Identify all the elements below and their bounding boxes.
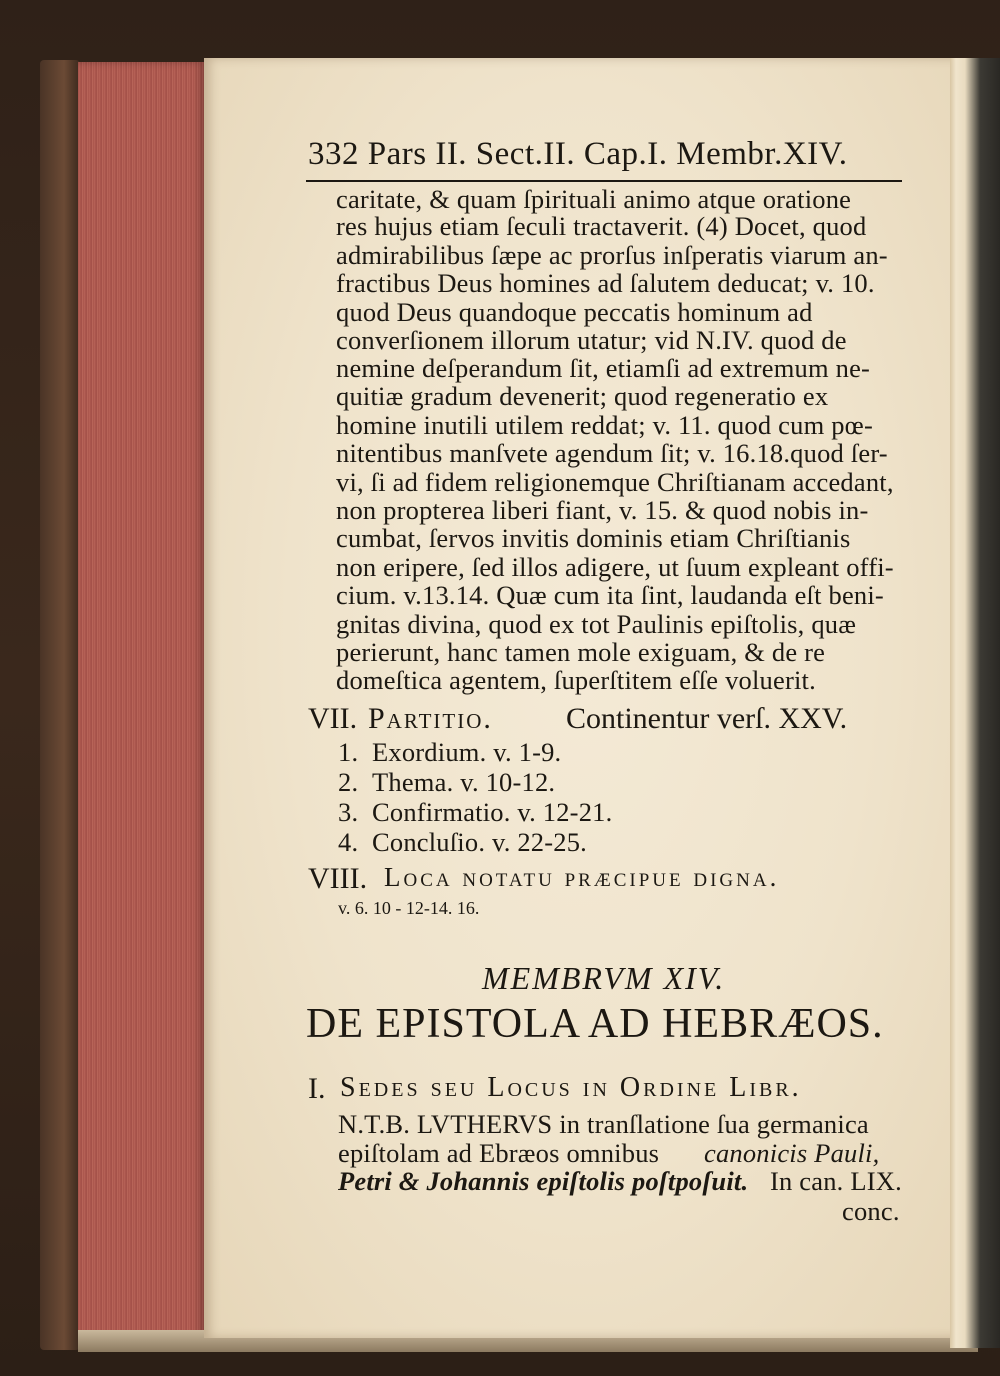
- paragraph-line: quitiæ gradum devenerit; quod regeneratio ex: [336, 381, 829, 411]
- section-viii-numeral: VIII.: [308, 862, 368, 895]
- paragraph-line: nemine deſperandum ſit, etiamſi ad extremum ne-: [336, 353, 871, 383]
- section-vii-numeral: VII.: [308, 702, 358, 735]
- section-i-tail: In can. LIX.: [770, 1166, 902, 1196]
- paragraph-line: quod Deus quandoque peccatis hominum ad: [336, 297, 813, 327]
- section-vii-title: Partitio.: [368, 702, 493, 735]
- membrum-heading: DE EPISTOLA AD HEBRÆOS.: [306, 1001, 884, 1047]
- section-i-title: Sedes seu Locus in Ordine Libr.: [340, 1072, 802, 1103]
- catchword: conc.: [842, 1196, 900, 1226]
- paragraph-line: non propterea liberi fiant, v. 15. & quod nobis in-: [336, 495, 869, 525]
- paragraph-line: nitentibus manſvete agendum ſit; v. 16.18.quod ſer-: [336, 438, 888, 468]
- paragraph-line: admirabilibus ſæpe ac prorſus inſperatis viarum an-: [336, 240, 888, 270]
- paragraph-line: cium. v.13.14. Quæ cum ita ſint, laudanda eſt beni-: [336, 580, 884, 610]
- paragraph-line: perierunt, hanc tamen mole exiguam, & de re: [336, 637, 826, 667]
- partitio-item-text: Exordium. v. 1-9.: [372, 737, 562, 767]
- section-i-line: Petri & Johannis epiſtolis poſtpoſuit.: [338, 1166, 749, 1196]
- partitio-item-number: 1.: [338, 737, 359, 767]
- section-i-italic-phrase: canonicis Pauli,: [704, 1138, 880, 1168]
- partitio-item-number: 4.: [338, 827, 359, 857]
- paragraph-line: converſionem illorum utatur; vid N.IV. quod de: [336, 325, 847, 355]
- paragraph-line: res hujus etiam ſeculi tractaverit. (4) Docet, quod: [336, 211, 867, 241]
- section-i-line: N.T.B. LVTHERVS in tranſlatione ſua germanica: [338, 1109, 869, 1139]
- partitio-item-text: Confirmatio. v. 12-21.: [372, 797, 613, 827]
- paragraph-line: caritate, & quam ſpirituali animo atque oratione: [336, 184, 852, 214]
- paragraph-line: vi, ſi ad fidem religionemque Chriſtianam accedant,: [336, 467, 894, 497]
- header-rule: [306, 180, 902, 182]
- paragraph-line: fractibus Deus homines ad ſalutem deducat; v. 10.: [336, 268, 875, 298]
- partitio-item-number: 2.: [338, 767, 359, 797]
- paragraph-line: gnitas divina, quod ex tot Paulinis epiſtolis, quæ: [336, 609, 857, 639]
- paragraph-line: cumbat, ſervos invitis dominis etiam Chriſtianis: [336, 523, 851, 553]
- paragraph-line: non eripere, ſed illos adigere, ut ſuum expleant offi-: [336, 552, 894, 582]
- paragraph-line: homine inutili utilem reddat; v. 11. quod cum pœ-: [336, 410, 874, 440]
- section-i-numeral: I.: [308, 1072, 326, 1105]
- book-gutter: [950, 58, 1000, 1348]
- red-page-edges: [78, 62, 206, 1352]
- partitio-item-text: Concluſio. v. 22-25.: [372, 827, 588, 857]
- book-cover-edge: [40, 60, 80, 1350]
- membrum-title: MEMBRVM XIV.: [482, 960, 726, 996]
- section-i-line: epiſtolam ad Ebræos omnibus: [338, 1138, 660, 1168]
- paragraph-line: domeſtica agentem, ſuperſtitem eſſe voluerit.: [336, 665, 816, 695]
- section-viii-title: Loca notatu præcipue digna.: [384, 862, 780, 892]
- running-head: 332 Pars II. Sect.II. Cap.I. Membr.XIV.: [308, 136, 848, 172]
- section-viii-refs: v. 6. 10 - 12-14. 16.: [338, 898, 480, 918]
- partitio-item-text: Thema. v. 10-12.: [372, 767, 556, 797]
- partitio-item-number: 3.: [338, 797, 359, 827]
- section-vii-note: Continentur verſ. XXV.: [566, 702, 848, 735]
